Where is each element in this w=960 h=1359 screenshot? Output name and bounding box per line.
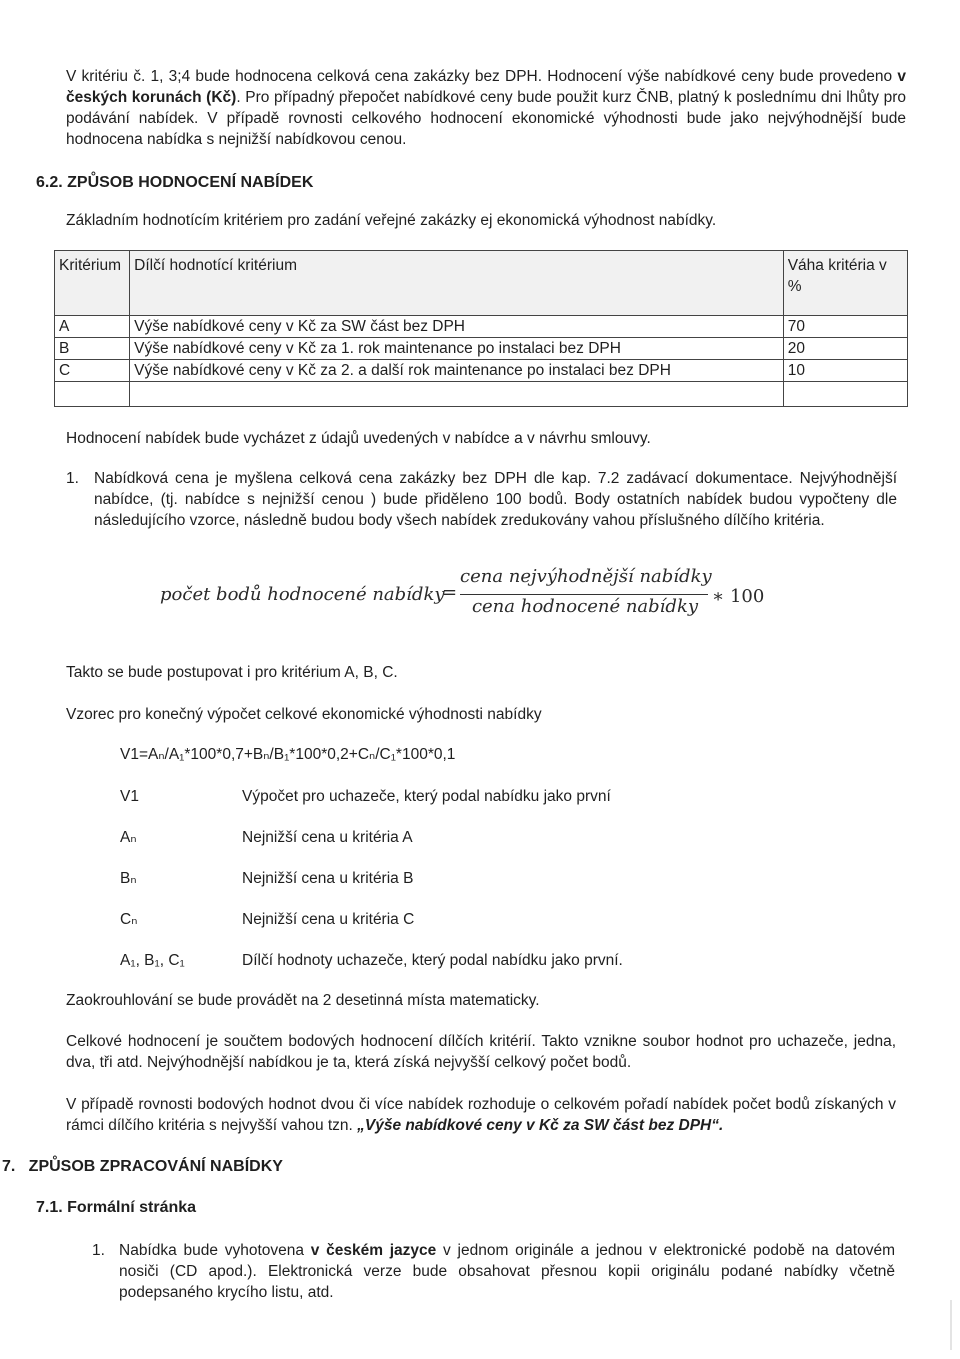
section-6-2-heading: 6.2. ZPŮSOB HODNOCENÍ NABÍDEK bbox=[36, 174, 314, 191]
item-7-1-text-a: Nabídka bude vyhotovena bbox=[119, 1242, 311, 1259]
row-letter: A bbox=[55, 316, 130, 338]
legend-description: Dílčí hodnoty uchazeče, který podal nabídku jako první. bbox=[242, 952, 623, 969]
table-row bbox=[55, 316, 908, 338]
intro-bold-currency: v českých korunách (Kč) bbox=[66, 68, 906, 106]
section-7-1-heading: 7.1. Formální stránka bbox=[36, 1199, 197, 1216]
row-weight: 70 bbox=[783, 316, 907, 338]
empty-cell bbox=[55, 382, 130, 407]
empty-cell bbox=[130, 382, 784, 407]
legend-symbol: A₁, B₁, C₁ bbox=[120, 952, 185, 969]
legend-symbol: Aₙ bbox=[120, 829, 137, 846]
item1-text: Nabídková cena je myšlena celková cena zakázky bez DPH dle kap. 7.2 zadávací dokumentace. Nejvýhodnější nabídce, (tj. nabídce s nejnižší cenou ) bude přiděleno 100 bodů. Body ostatních nabídek budou vypočteny dle následujícího vzorce, následně budou body všech nabídek zredukovány vahou příslušného dílčího kritéria. bbox=[94, 470, 897, 529]
total-formula: V1=Aₙ/A₁*100*0,7+Bₙ/B₁*100*0,2+Cₙ/C₁*100*0,1 bbox=[120, 746, 456, 763]
header-weight: Váha kritéria v % bbox=[783, 251, 907, 316]
row-letter: B bbox=[55, 338, 130, 360]
row-weight: 20 bbox=[783, 338, 907, 360]
fraction-bar bbox=[460, 594, 708, 595]
header-sub-criterion: Dílčí hodnotící kritérium bbox=[130, 251, 784, 316]
table-row bbox=[55, 338, 908, 360]
tie-break-bold: „Výše nabídkové ceny v Kč za SW část bez DPH“. bbox=[357, 1117, 724, 1134]
tie-break-paragraph bbox=[66, 1094, 896, 1136]
item1-number: 1. bbox=[66, 470, 79, 487]
scan-artifact bbox=[950, 1300, 952, 1350]
rounding-note: Zaokrouhlování se bude provádět na 2 desetinná místa matematicky. bbox=[66, 992, 540, 1009]
row-description: Výše nabídkové ceny v Kč za 1. rok maintenance po instalaci bez DPH bbox=[130, 338, 784, 360]
header-criterion: Kritérium bbox=[55, 251, 130, 316]
section-7-heading: 7. ZPŮSOB ZPRACOVÁNÍ NABÍDKY bbox=[2, 1158, 283, 1175]
formula-numerator: cena nejvýhodnější nabídky bbox=[460, 566, 712, 587]
formula-denominator: cena hodnocené nabídky bbox=[471, 596, 699, 617]
table-row bbox=[55, 360, 908, 382]
section-6-2-lead: Základním hodnotícím kritériem pro zadání veřejné zakázky ej ekonomická výhodnost nabídky. bbox=[66, 212, 717, 229]
legend-description: Nejnižší cena u kritéria B bbox=[242, 870, 414, 887]
item-7-1-text-b: v jednom originále a jednou v elektronické podobě na datovém nosiči (CD apod.). Elektronická verze bude obsahovat přesnou kopii originálu podané nabídky včetně podepsaného krycího listu, atd. bbox=[119, 1242, 896, 1301]
empty-cell bbox=[783, 382, 907, 407]
same-for-criteria: Takto se bude postupovat i pro kritérium A, B, C. bbox=[66, 664, 398, 681]
item-7-1-number: 1. bbox=[92, 1242, 105, 1259]
formula-multiplier: ∗ 100 bbox=[712, 586, 765, 607]
row-description: Výše nabídkové ceny v Kč za 2. a další rok maintenance po instalaci bez DPH bbox=[130, 360, 784, 382]
table-row-empty bbox=[55, 382, 908, 407]
intro-text-cont: . Pro případný přepočet nabídkové ceny bude použit kurz ČNB, platný k poslednímu dni lhůty pro podávání nabídek. V případě rovnosti celkového hodnocení ekonomické výhodnosti bude jako nejvýhodnější bude hodnocena nabídka s nejnižší nabídkovou cenou. bbox=[66, 89, 906, 148]
intro-paragraph bbox=[66, 66, 906, 150]
formula-lhs: počet bodů hodnocené nabídky bbox=[160, 584, 445, 605]
legend-description: Výpočet pro uchazeče, který podal nabídku jako první bbox=[242, 788, 611, 805]
evaluation-basis: Hodnocení nabídek bude vycházet z údajů uvedených v nabídce a v návrhu smlouvy. bbox=[66, 430, 651, 447]
intro-text: V kritériu č. 1, 3;4 bude hodnocena celková cena zakázky bez DPH. Hodnocení výše nabídkové ceny bude provedeno bbox=[66, 68, 898, 85]
item-7-1-text bbox=[119, 1240, 895, 1303]
tie-break-text: V případě rovnosti bodových hodnot dvou či více nabídek rozhoduje o celkovém pořadí nabídek počet bodů získaných v rámci dílčího kritéria s nejvyšší vahou tzn. bbox=[66, 1096, 896, 1134]
formula-equals: = bbox=[442, 582, 458, 603]
legend-symbol: Cₙ bbox=[120, 911, 138, 928]
legend-description: Nejnižší cena u kritéria A bbox=[242, 829, 413, 846]
row-letter: C bbox=[55, 360, 130, 382]
legend-symbol: V1 bbox=[120, 788, 139, 805]
item-7-1-bold: v českém jazyce bbox=[310, 1242, 437, 1259]
row-weight: 10 bbox=[783, 360, 907, 382]
legend-symbol: Bₙ bbox=[120, 870, 137, 887]
legend-description: Nejnižší cena u kritéria C bbox=[242, 911, 415, 928]
total-score-paragraph: Celkové hodnocení je součtem bodových hodnocení dílčích kritérií. Takto vznikne soubor hodnot pro uchazeče, jedna, dva, tři atd. Nejvýhodnější nabídkou je ta, která získá nejvyšší celkový počet bodů. bbox=[66, 1033, 896, 1071]
criteria-table-header-row bbox=[55, 251, 908, 316]
row-description: Výše nabídkové ceny v Kč za SW část bez DPH bbox=[130, 316, 784, 338]
criteria-table bbox=[54, 250, 908, 407]
total-formula-intro: Vzorec pro konečný výpočet celkové ekonomické výhodnosti nabídky bbox=[66, 706, 542, 723]
